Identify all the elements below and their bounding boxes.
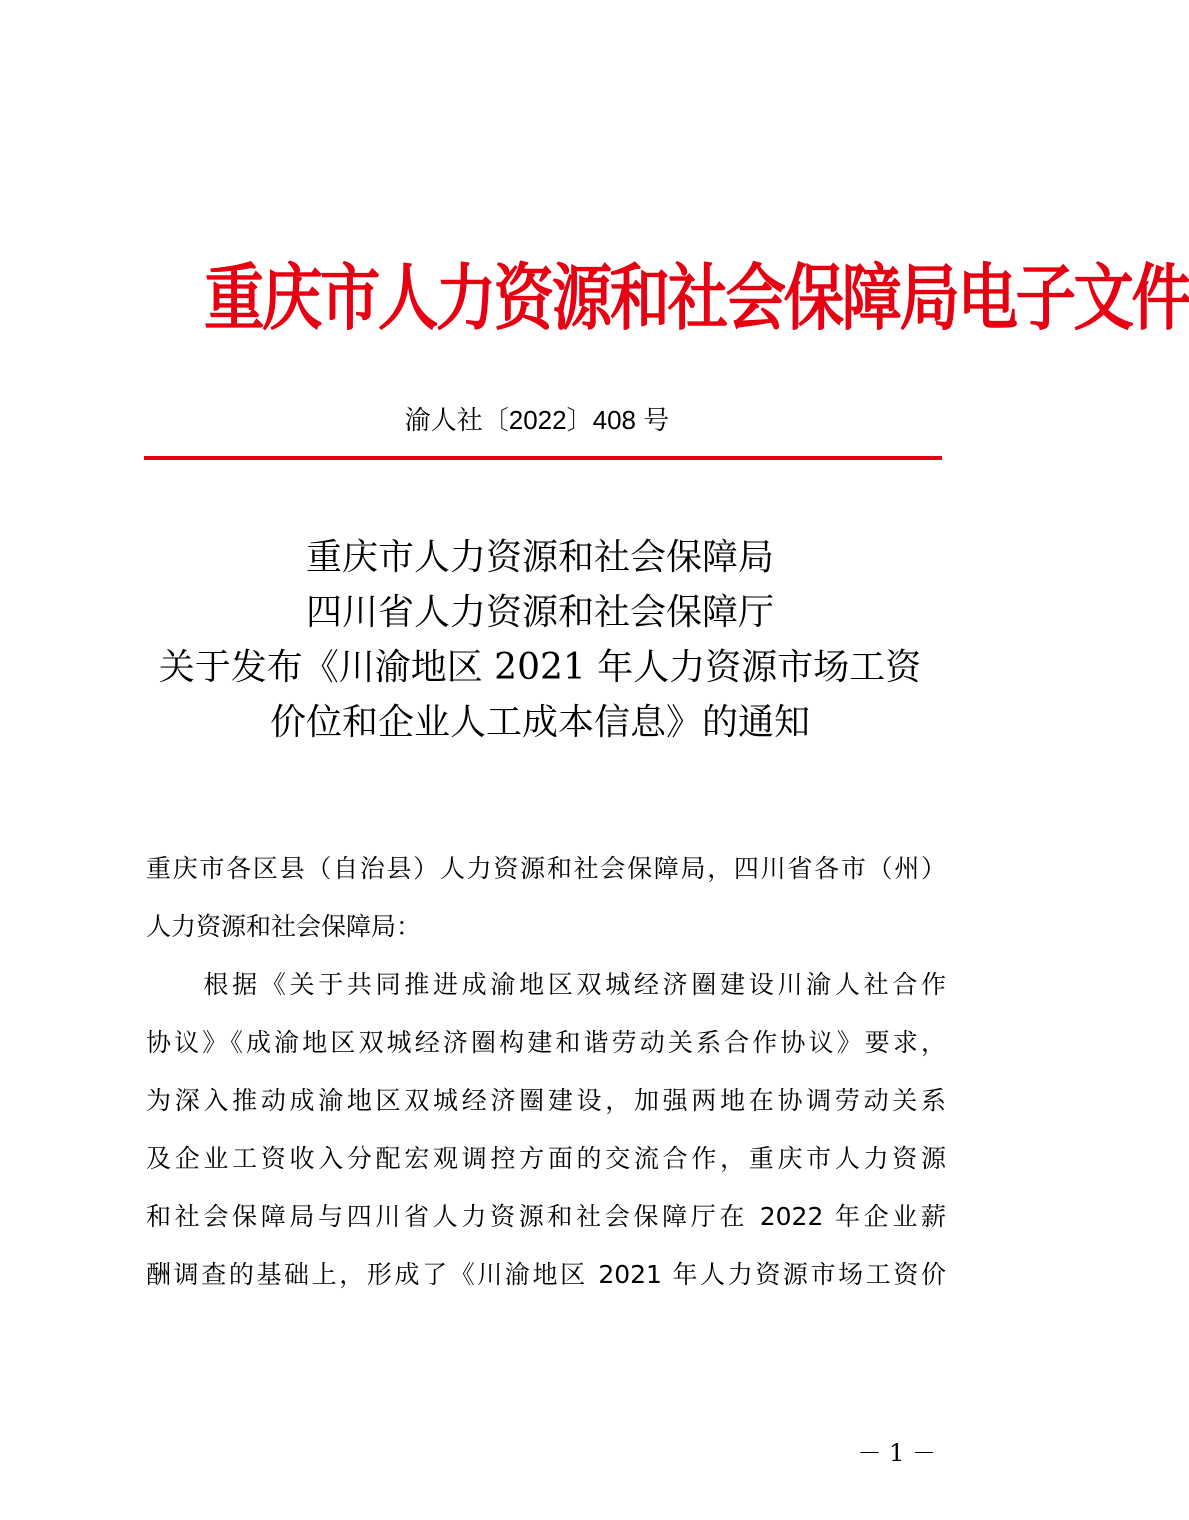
paragraph-line-5: 和社会保障局与四川省人力资源和社会保障厅在 2022 年企业薪	[146, 1202, 946, 1231]
paragraph-line-4: 及企业工资收入分配宏观调控方面的交流合作，重庆市人力资源	[146, 1144, 946, 1173]
paragraph-line-3: 为深入推动成渝地区双城经济圈建设，加强两地在协调劳动关系	[146, 1086, 946, 1115]
title-line-4: 价位和企业人工成本信息》的通知	[269, 702, 810, 743]
notice-title	[130, 530, 950, 750]
body-text	[146, 840, 946, 1304]
title-line-3: 关于发布《川渝地区 2021 年人力资源市场工资	[158, 647, 922, 688]
title-line-1: 重庆市人力资源和社会保障局	[305, 537, 774, 578]
paragraph-line-2: 协议》《成渝地区双城经济圈构建和谐劳动关系合作协议》要求，	[146, 1028, 946, 1057]
addressee-line-1: 重庆市各区县（自治县）人力资源和社会保障局，四川省各市（州）	[146, 854, 946, 883]
paragraph-line-6: 酬调查的基础上，形成了《川渝地区 2021 年人力资源市场工资价	[146, 1260, 946, 1289]
page-number: － 1 －	[857, 1439, 936, 1467]
addressee-line-2: 人力资源和社会保障局：	[146, 912, 422, 941]
masthead-title: 重庆市人力资源和社会保障局电子文件	[204, 256, 1189, 340]
title-line-2: 四川省人力资源和社会保障厅	[305, 592, 774, 633]
paragraph-line-1: 根据《关于共同推进成渝地区双城经济圈建设川渝人社合作	[146, 970, 946, 999]
red-divider-line	[144, 456, 942, 460]
document-number: 渝人社〔2022〕408 号	[404, 405, 670, 435]
